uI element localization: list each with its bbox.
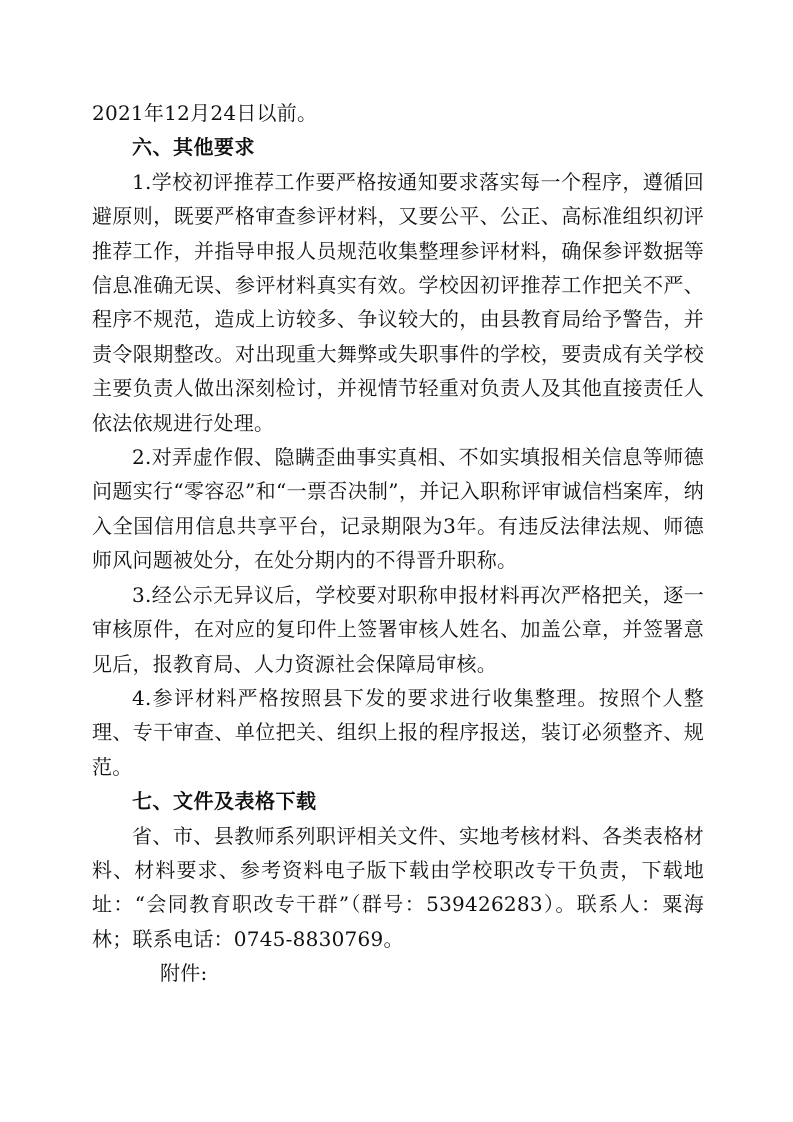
- section-7-paragraph-1: 省、市、县教师系列职评相关文件、实地考核材料、各类表格材料、材料要求、参考资料电子版下载由学校职改专干负责，下载地址：“会同教育职改专干群”（群号：539426283）。联系人：粟海林；联系电话：0745-8830769。: [92, 823, 704, 951]
- section-6-paragraph-4: 4.参评材料严格按照县下发的要求进行收集整理。按照个人整理、专干审查、单位把关、组织上报的程序报送，装订必须整齐、规范。: [92, 685, 704, 779]
- section-7-heading: 七、文件及表格下载: [132, 789, 317, 814]
- section-6-heading: 六、其他要求: [132, 135, 255, 160]
- document-page: [92, 96, 704, 991]
- attachment-label: 附件:: [160, 961, 208, 986]
- section-6-paragraph-1: 1.学校初评推荐工作要严格按通知要求落实每一个程序，遵循回避原则，既要严格审查参评材料，又要公平、公正、高标准组织初评推荐工作，并指导申报人员规范收集整理参评材料，确保参评数据等信息准确无误、参评材料真实有效。学校因初评推荐工作把关不严、程序不规范，造成上访较多、争议较大的，由县教育局给予警告，并责令限期整改。对出现重大舞弊或失职事件的学校，要责成有关学校主要负责人做出深刻检讨，并视情节轻重对负责人及其他直接责任人依法依规进行处理。: [92, 169, 704, 435]
- section-6-paragraph-2: 2.对弄虚作假、隐瞒歪曲事实真相、不如实填报相关信息等师德问题实行“零容忍”和“一票否决制”，并记入职称评审诚信档案库，纳入全国信用信息共享平台，记录期限为3年。有违反法律法规、师德师风问题被处分，在处分期内的不得晋升职称。: [92, 445, 704, 573]
- continuation-line: 2021年12月24日以前。: [92, 101, 318, 125]
- section-6-paragraph-3: 3.经公示无异议后，学校要对职称申报材料再次严格把关，逐一审核原件，在对应的复印件上签署审核人姓名、加盖公章，并签署意见后，报教育局、人力资源社会保障局审核。: [92, 582, 704, 676]
